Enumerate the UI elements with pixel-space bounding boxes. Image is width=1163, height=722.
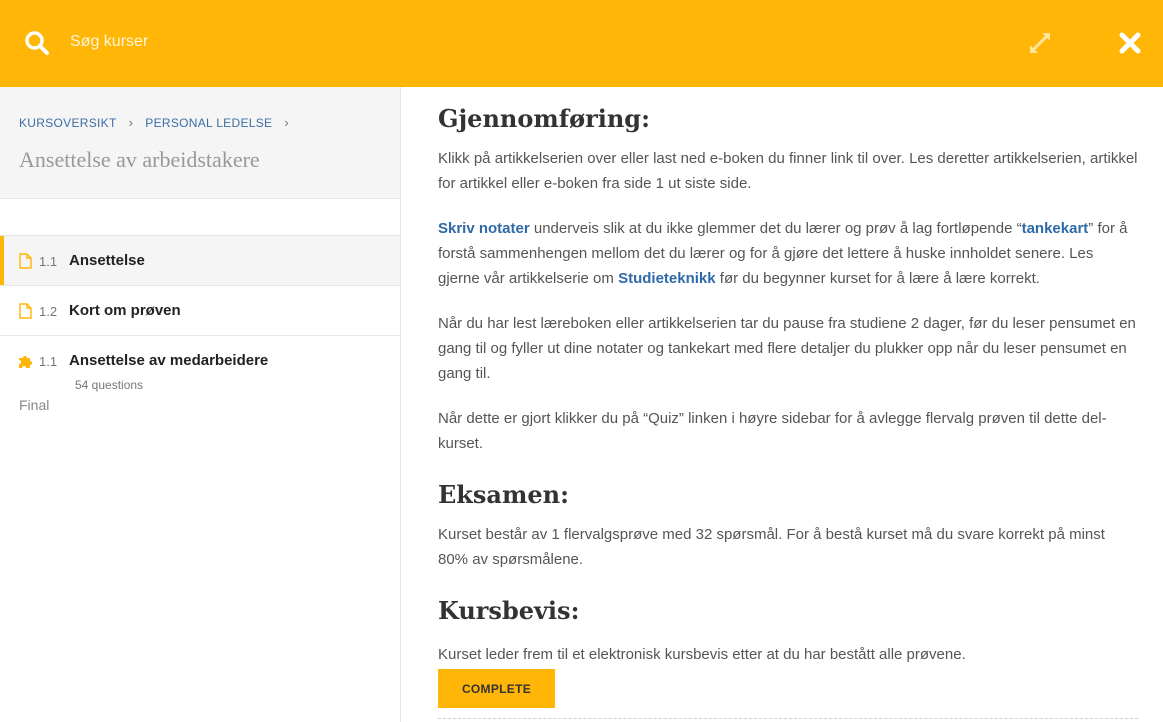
final-label: Final [19,397,50,413]
course-sidebar [0,87,401,722]
top-bar [0,0,1163,87]
divider [438,718,1138,719]
lesson-number: 1.2 [39,304,58,319]
section-heading-eksamen: Eksamen: [438,480,569,509]
course-title: Ansettelse av arbeidstakere [19,147,260,172]
paragraph-text: ” for å forstå sammenhengen mellom det du lærer og for å gjøre det lettere å huske innholdet senere. Les gjerne vår artikkelserie om [438,220,1128,287]
link-studieteknikk[interactable]: Studieteknikk [618,270,716,287]
paragraph: Kurset leder frem til et elektronisk kursbevis etter at du har bestått alle prøvene. [438,646,966,663]
search-icon[interactable] [24,30,50,56]
lesson-content [438,100,1138,667]
search-input[interactable] [70,28,670,56]
complete-button[interactable]: COMPLETE [438,669,555,708]
paragraph: Klikk på artikkelserien over eller last ned e-boken du finner link til over. Les deretter artikkelserien, artikkel for artikkel eller e-boken fra side 1 ut siste side. [438,150,1138,192]
quiz-item-ansettelse-av-medarbeidere[interactable] [0,335,400,395]
chevron-right-icon: › [284,115,289,130]
document-icon [19,253,32,269]
breadcrumb-personal-ledelse[interactable]: PERSONAL LEDELSE [145,116,273,130]
paragraph: Når dette er gjort klikker du på “Quiz” linken i høyre sidebar for å avlegge flervalg prøven til dette del-kurset. [438,410,1107,452]
section-heading-gjennomforing: Gjennomføring: [438,104,650,133]
lesson-title: Ansettelse [69,252,145,269]
sidebar-header [0,87,400,199]
puzzle-icon [19,354,33,368]
paragraph-text: underveis slik at du ikke glemmer det du lærer og prøv å lag fortløpende “ [529,220,1022,237]
paragraph: Når du har lest læreboken eller artikkelserien tar du pause fra studiene 2 dager, før du leser pensumet en gang til og fyller ut dine notater og tankekart med flere detaljer du plukker opp når du leser pensumet en gang til. [438,315,1136,382]
section-heading-kursbevis: Kursbevis: [438,596,580,625]
paragraph: Kurset består av 1 flervalgsprøve med 32 spørsmål. For å bestå kurset må du svare korrekt på minst 80% av spørsmålene. [438,526,1105,568]
link-skriv-notater[interactable]: Skriv notater [438,220,530,237]
close-icon[interactable] [1118,31,1142,55]
link-tankekart[interactable]: tankekart [1021,220,1089,237]
paragraph-text: før du begynner kurset for å lære å lære korrekt. [715,270,1040,287]
paragraph [438,216,1138,291]
lesson-item-ansettelse[interactable] [0,235,400,285]
lesson-number: 1.1 [39,354,58,369]
lesson-item-kort-om-proven[interactable] [0,285,400,335]
lesson-title: Ansettelse av medarbeidere [69,352,269,369]
lesson-title: Kort om prøven [69,302,181,319]
question-count: 54 questions [75,378,144,392]
expand-icon[interactable] [1028,31,1052,55]
document-icon [19,303,32,319]
breadcrumb [19,115,301,130]
chevron-right-icon: › [128,115,134,130]
lesson-number: 1.1 [39,254,58,269]
breadcrumb-course-overview[interactable]: KURSOVERSIKT [19,116,117,130]
